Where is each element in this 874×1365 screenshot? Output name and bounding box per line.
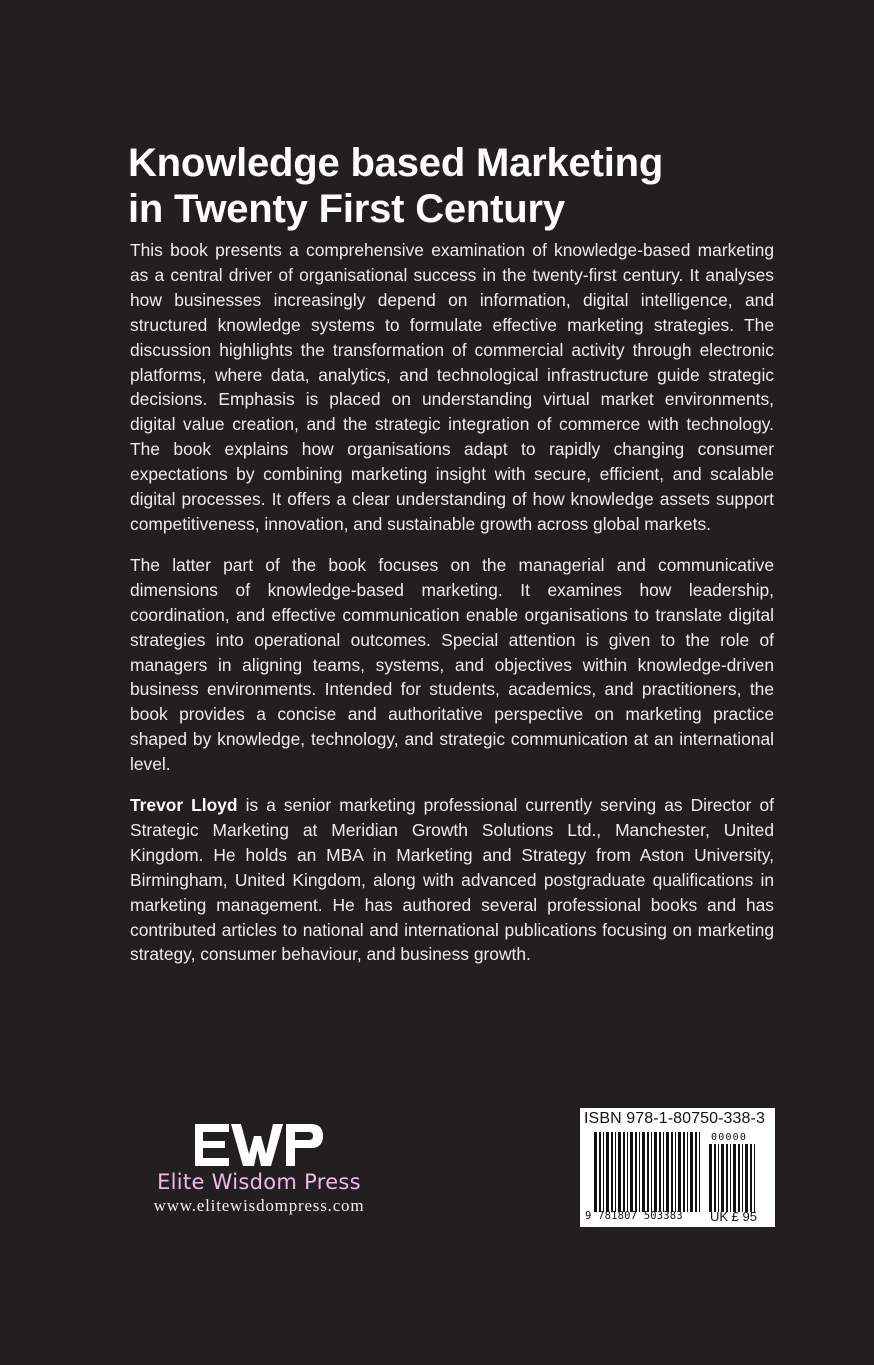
publisher-logo	[195, 1124, 323, 1166]
barcode-bar	[618, 1132, 621, 1212]
barcode-bar	[594, 1132, 597, 1212]
blurb	[130, 238, 774, 983]
barcode-bar	[754, 1144, 755, 1212]
barcode-bar	[678, 1132, 681, 1212]
price: UK £ 95	[710, 1209, 757, 1224]
barcode-bar	[635, 1132, 637, 1212]
author-name: Trevor Lloyd	[130, 795, 238, 816]
barcode-bar	[683, 1132, 685, 1212]
barcode-bar	[726, 1144, 728, 1212]
barcode-bar	[730, 1144, 731, 1212]
barcode-bar	[675, 1132, 676, 1212]
barcode-bar	[738, 1144, 740, 1212]
blurb-paragraph-1: This book presents a comprehensive examination of knowledge-based marketing as a central driver of organisational success in the twenty-first century. It analyses how businesses increasingly depend on information, digital intelligence, and structured knowledge systems to formulate effective marketing strategies. The discussion highlights the transformation of commercial activity through electronic platforms, where data, analytics, and technological infrastructure guide strategic decisions. Emphasis is placed on understanding virtual market environments, digital value creation, and the strategic integration of commerce with technology. The book explains how organisations adapt to rapidly changing consumer expectations by combining marketing insight with secure, efficient, and scalable digital processes. It offers a clear understanding of how knowledge assets support competitiveness, innovation, and sustainable growth across global markets.	[130, 240, 774, 534]
book-title-line-2: in Twenty First Century	[128, 187, 565, 231]
barcode-bar	[611, 1132, 613, 1212]
book-title-line-1: Knowledge based Marketing	[128, 141, 664, 185]
barcode-bar	[733, 1144, 736, 1212]
author-bio	[130, 793, 774, 967]
publisher-url: www.elitewisdompress.com	[153, 1196, 365, 1215]
barcode-bar	[659, 1132, 661, 1212]
barcode-bar	[745, 1144, 748, 1212]
publisher-name: Elite Wisdom Press	[157, 1170, 361, 1194]
barcode-bar	[639, 1132, 640, 1212]
barcode-bar	[642, 1132, 645, 1212]
barcode-bar	[750, 1144, 752, 1212]
blurb-paragraph-2: The latter part of the book focuses on the managerial and communicative dimensions of knowledge-based marketing. It examines how leadership, coordination, and effective communication enable organisations to translate digital strategies into operational outcomes. Special attention is given to the role of managers in aligning teams, systems, and objectives within knowledge-driven business environments. Intended for students, academics, and practitioners, the book provides a concise and authoritative perspective on marketing practice shaped by knowledge, technology, and strategic communication at an international level.	[130, 554, 774, 775]
publisher-block	[128, 1124, 390, 1216]
barcode-bar	[615, 1132, 616, 1212]
barcode-bar	[699, 1132, 700, 1212]
barcode-bar	[742, 1144, 743, 1212]
barcode-bar	[666, 1132, 669, 1212]
barcode-bar	[663, 1132, 664, 1212]
barcode-bar	[690, 1132, 693, 1212]
barcode-bar	[627, 1132, 628, 1212]
book-title	[128, 140, 663, 232]
barcode-bar	[654, 1132, 657, 1212]
barcode-bar	[647, 1132, 649, 1212]
barcode-bar	[709, 1144, 712, 1212]
barcode-addon-digits: 00000	[711, 1132, 748, 1143]
barcode-bar	[651, 1132, 652, 1212]
ean-digits: 9 781807 503383	[585, 1210, 683, 1222]
barcode-bar	[606, 1132, 609, 1212]
barcode-bar	[721, 1144, 724, 1212]
barcode-bar	[714, 1144, 716, 1212]
isbn-number: ISBN 978-1-80750-338-3	[584, 1110, 765, 1127]
isbn-barcode	[580, 1108, 775, 1227]
barcode-bar	[718, 1144, 719, 1212]
barcode-bar	[671, 1132, 673, 1212]
barcode-bar	[695, 1132, 697, 1212]
barcode-bar	[687, 1132, 688, 1212]
barcode-bar	[630, 1132, 633, 1212]
barcode-bar	[599, 1132, 601, 1212]
author-bio-text: is a senior marketing professional currently serving as Director of Strategic Marketing at Meridian Growth Solutions Ltd., Manchester, United Kingdom. He holds an MBA in Marketing and Strategy from Aston University, Birmingham, United Kingdom, along with advanced postgraduate qualifications in marketing management. He has authored several professional books and has contributed articles to national and international publications focusing on marketing strategy, consumer behaviour, and business growth.	[130, 795, 774, 965]
barcode-bar	[623, 1132, 625, 1212]
barcode-bar	[603, 1132, 604, 1212]
